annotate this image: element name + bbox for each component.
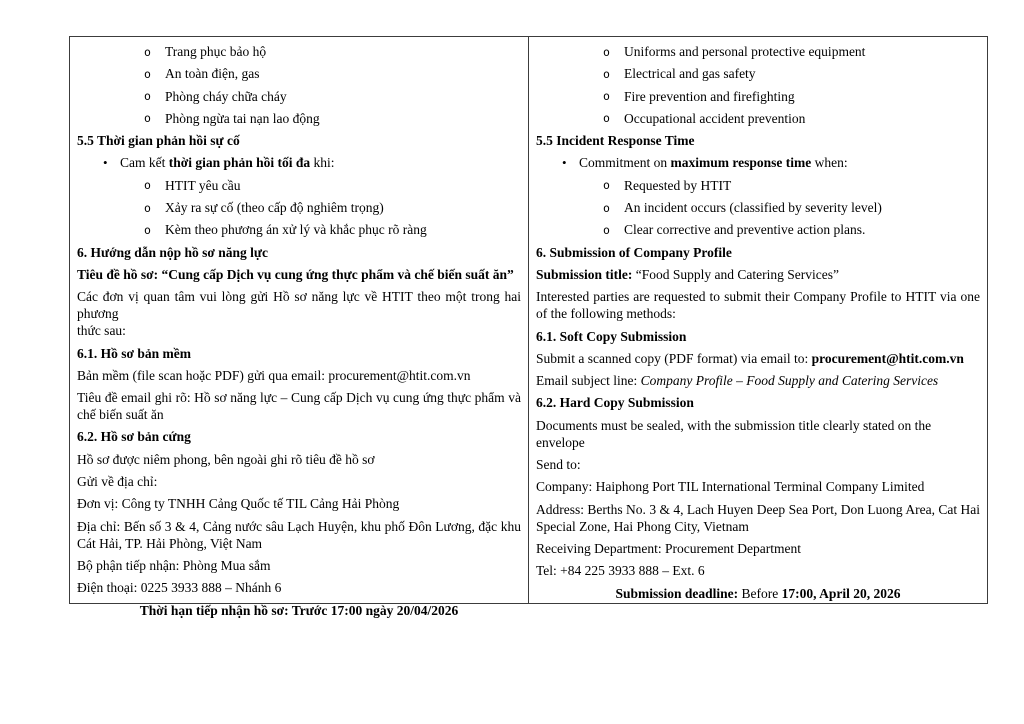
text-line: Hồ sơ được niêm phong, bên ngoài ghi rõ tiêu đề hồ sơ (77, 451, 375, 467)
text-line: Tiêu đề email ghi rõ: Hồ sơ năng lực – Cung cấp Dịch vụ cung ứng thực phẩm và (77, 390, 521, 406)
bullet-circle-icon: o (603, 178, 610, 193)
text-line: thức sau: (77, 323, 126, 339)
bullet-item-level2 (536, 88, 980, 105)
text-line: Send to: (536, 457, 581, 473)
bullet-circle-icon: o (603, 66, 610, 81)
paragraph (77, 579, 521, 596)
bullet-circle-icon: o (144, 66, 151, 81)
text-line: Bộ phận tiếp nhận: Phòng Mua sắm (77, 557, 271, 573)
bullet-circle-icon: o (144, 178, 151, 193)
section-heading (77, 132, 521, 149)
bullet-item-level2 (536, 199, 980, 216)
bullet-item-level1 (77, 154, 521, 171)
bullet-item-level2 (536, 110, 980, 127)
bullet-item-level2 (536, 177, 980, 194)
bullet-circle-icon: o (603, 111, 610, 126)
section-heading (536, 132, 980, 149)
text-line: Submission title: “Food Supply and Catering Services” (536, 266, 839, 282)
text-line: chế biến suất ăn (77, 407, 164, 423)
section-heading (536, 394, 980, 411)
section-heading (77, 266, 521, 283)
bullet-item-level2 (77, 88, 521, 105)
bullet-circle-icon: o (144, 89, 151, 104)
bullet-circle-icon: o (144, 200, 151, 215)
text-line: 6. Submission of Company Profile (536, 244, 732, 260)
section-heading (77, 244, 521, 261)
paragraph (77, 288, 521, 339)
bullet-item-level2 (77, 177, 521, 194)
text-line: Thời hạn tiếp nhận hồ sơ: Trước 17:00 ngày 20/04/2026 (139, 602, 459, 618)
text-line: Commitment on maximum response time when: (579, 155, 848, 171)
paragraph (77, 495, 521, 512)
paragraph (536, 540, 980, 557)
text-line: Trang phục bảo hộ (165, 44, 267, 59)
column-english (529, 37, 987, 603)
text-line: 6.2. Hồ sơ bản cứng (77, 429, 191, 445)
section-heading (536, 328, 980, 345)
centered-deadline-line (77, 602, 521, 619)
bullet-circle-icon: o (144, 44, 151, 59)
text-line: Special Zone, Hai Phong City, Vietnam (536, 518, 749, 534)
text-line: 6.1. Hồ sơ bản mềm (77, 345, 191, 361)
bullet-circle-icon: o (144, 222, 151, 237)
bullet-item-level2 (77, 199, 521, 216)
paragraph (536, 456, 980, 473)
text-line: HTIT yêu cầu (165, 177, 241, 193)
paragraph (536, 350, 980, 367)
text-line: 6.2. Hard Copy Submission (536, 395, 694, 411)
section-heading (536, 244, 980, 261)
text-line: Tel: +84 225 3933 888 – Ext. 6 (536, 563, 705, 579)
text-line: Submit a scanned copy (PDF format) via email to: procurement@htit.com.vn (536, 350, 964, 366)
paragraph (536, 478, 980, 495)
text-line: 6. Hướng dẫn nộp hồ sơ năng lực (77, 244, 268, 260)
paragraph (536, 417, 980, 451)
text-line: 6.1. Soft Copy Submission (536, 328, 687, 344)
text-line: Electrical and gas safety (624, 66, 756, 82)
document-table (69, 36, 988, 618)
bullet-circle-icon: o (603, 44, 610, 59)
text-line: Địa chỉ: Bến số 3 & 4, Cảng nước sâu Lạch Huyện, khu phố Đôn Lương, đặc khu (77, 518, 521, 534)
text-line: Phòng cháy chữa cháy (165, 88, 287, 104)
bullet-item-level2 (77, 65, 521, 82)
text-line: Occupational accident prevention (624, 110, 806, 126)
text-line: Fire prevention and firefighting (624, 88, 795, 104)
paragraph (536, 501, 980, 535)
text-line: Submission deadline: Before 17:00, April 20, 2026 (615, 585, 901, 601)
paragraph (77, 473, 521, 490)
text-line: Kèm theo phương án xử lý và khắc phục rõ ràng (165, 222, 427, 238)
bullet-circle-icon: o (603, 89, 610, 104)
bullet-circle-icon: o (603, 200, 610, 215)
text-line: Đơn vị: Công ty TNHH Cảng Quốc tế TIL Cảng Hải Phòng (77, 496, 400, 512)
text-line: Các đơn vị quan tâm vui lòng gửi Hồ sơ năng lực về HTIT theo một trong hai phương (77, 289, 521, 322)
text-line: Requested by HTIT (624, 177, 732, 193)
paragraph (536, 562, 980, 579)
paragraph (77, 451, 521, 468)
bullet-item-level2 (536, 221, 980, 238)
text-line: Tiêu đề hồ sơ: “Cung cấp Dịch vụ cung ứng thực phẩm và chế biến suất ăn” (77, 266, 514, 282)
bullet-item-level2 (536, 43, 980, 60)
text-line: Receiving Department: Procurement Department (536, 540, 802, 556)
bullet-item-level2 (77, 110, 521, 127)
bullet-item-level1 (536, 154, 980, 171)
bullet-circle-icon: o (144, 111, 151, 126)
text-line: Gửi về địa chỉ: (77, 474, 158, 490)
paragraph (536, 372, 980, 389)
bullet-disc-icon: • (103, 155, 108, 171)
centered-deadline-line (536, 585, 980, 602)
bullet-item-level2 (77, 221, 521, 238)
text-line: Cam kết thời gian phản hồi tối đa khi: (120, 155, 335, 171)
section-heading (77, 345, 521, 362)
paragraph (77, 367, 521, 384)
text-line: Interested parties are requested to submit their Company Profile to HTIT via one (536, 289, 980, 305)
text-line: of the following methods: (536, 306, 676, 322)
text-line: An toàn điện, gas (165, 66, 260, 82)
section-heading (77, 428, 521, 445)
text-line: Documents must be sealed, with the submission title clearly stated on the envelope (536, 417, 932, 450)
text-line: An incident occurs (classified by severity level) (624, 200, 882, 216)
bullet-item-level2 (77, 43, 521, 60)
text-line: Điện thoại: 0225 3933 888 – Nhánh 6 (77, 580, 282, 596)
bullet-disc-icon: • (562, 155, 567, 171)
bullet-circle-icon: o (603, 222, 610, 237)
text-line: Uniforms and personal protective equipment (624, 44, 866, 59)
text-line: Email subject line: Company Profile – Food Supply and Catering Services (536, 373, 939, 389)
paragraph (536, 266, 980, 283)
text-line: 5.5 Incident Response Time (536, 133, 695, 149)
paragraph (77, 557, 521, 574)
text-line: Xảy ra sự cố (theo cấp độ nghiêm trọng) (165, 200, 384, 216)
text-line: 5.5 Thời gian phản hồi sự cố (77, 133, 240, 149)
bullet-item-level2 (536, 65, 980, 82)
text-line: Phòng ngừa tai nạn lao động (165, 110, 320, 126)
text-line: Cát Hải, TP. Hải Phòng, Việt Nam (77, 535, 263, 551)
paragraph (77, 518, 521, 552)
text-line: Address: Berths No. 3 & 4, Lach Huyen Deep Sea Port, Don Luong Area, Cat Hai (536, 501, 980, 517)
text-line: Company: Haiphong Port TIL International Terminal Company Limited (536, 479, 925, 495)
column-vietnamese (70, 37, 529, 618)
text-line: Bản mềm (file scan hoặc PDF) gửi qua email: procurement@htit.com.vn (77, 367, 471, 383)
text-line: Clear corrective and preventive action plans. (624, 222, 866, 238)
paragraph (77, 389, 521, 423)
paragraph (536, 288, 980, 322)
